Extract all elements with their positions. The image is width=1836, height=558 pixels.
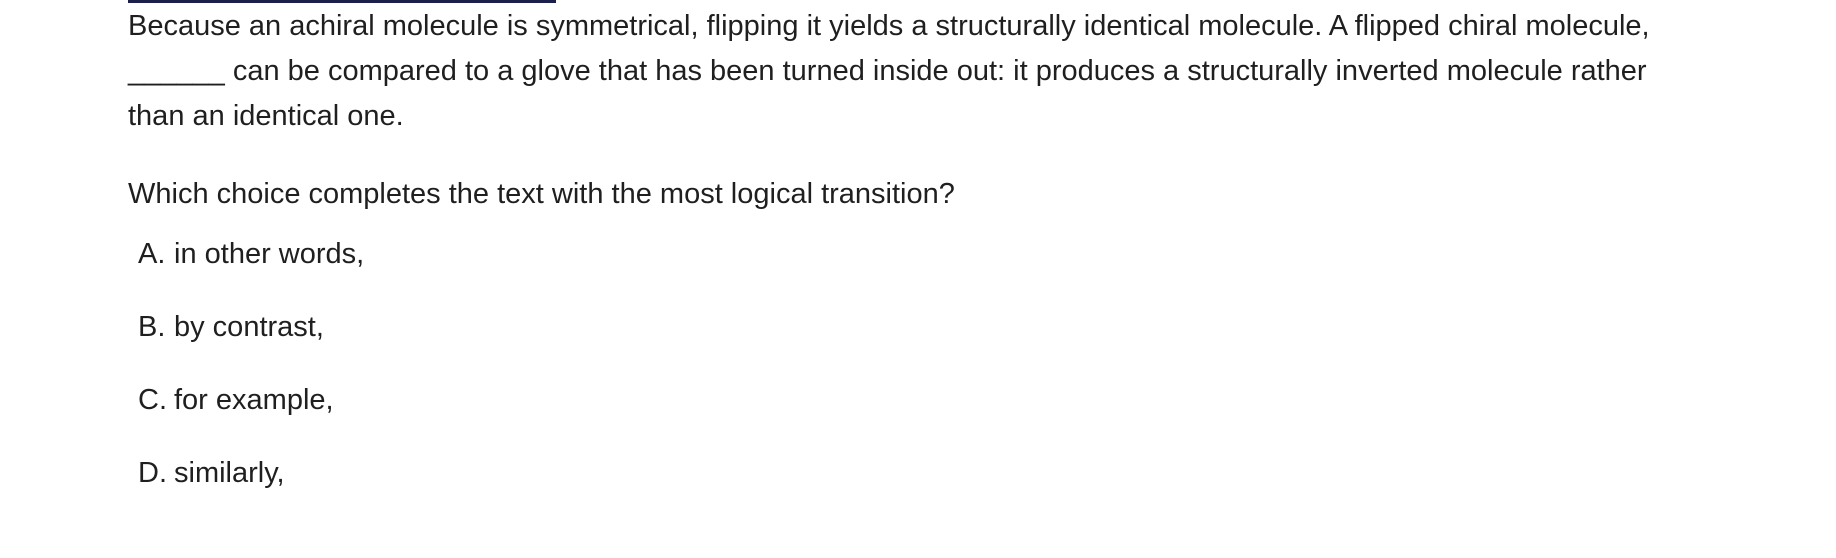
answer-choices [128,236,1708,491]
choice-letter: C. [138,384,167,416]
choice-text: for example, [174,384,334,416]
choice-text: in other words, [174,238,365,270]
choice-text: similarly, [174,457,285,489]
question-prompt: Which choice completes the text with the most logical transition? [128,178,955,210]
passage-text: Because an achiral molecule is symmetrical, flipping it yields a structurally identical molecule. A flipped chiral molecule, ______ can be compared to a glove that has been turned inside out: it produces a structurally inverted molecule rather than an identical one. [128,10,1650,132]
choice-a[interactable] [138,236,1708,272]
top-divider [128,0,556,3]
choice-letter: B. [138,311,166,343]
choice-b[interactable] [138,309,1708,345]
choice-d[interactable] [138,455,1708,491]
choice-letter: A. [138,238,166,270]
choice-c[interactable] [138,382,1708,418]
choice-letter: D. [138,457,167,489]
question-content [128,4,1708,528]
choice-text: by contrast, [174,311,324,343]
